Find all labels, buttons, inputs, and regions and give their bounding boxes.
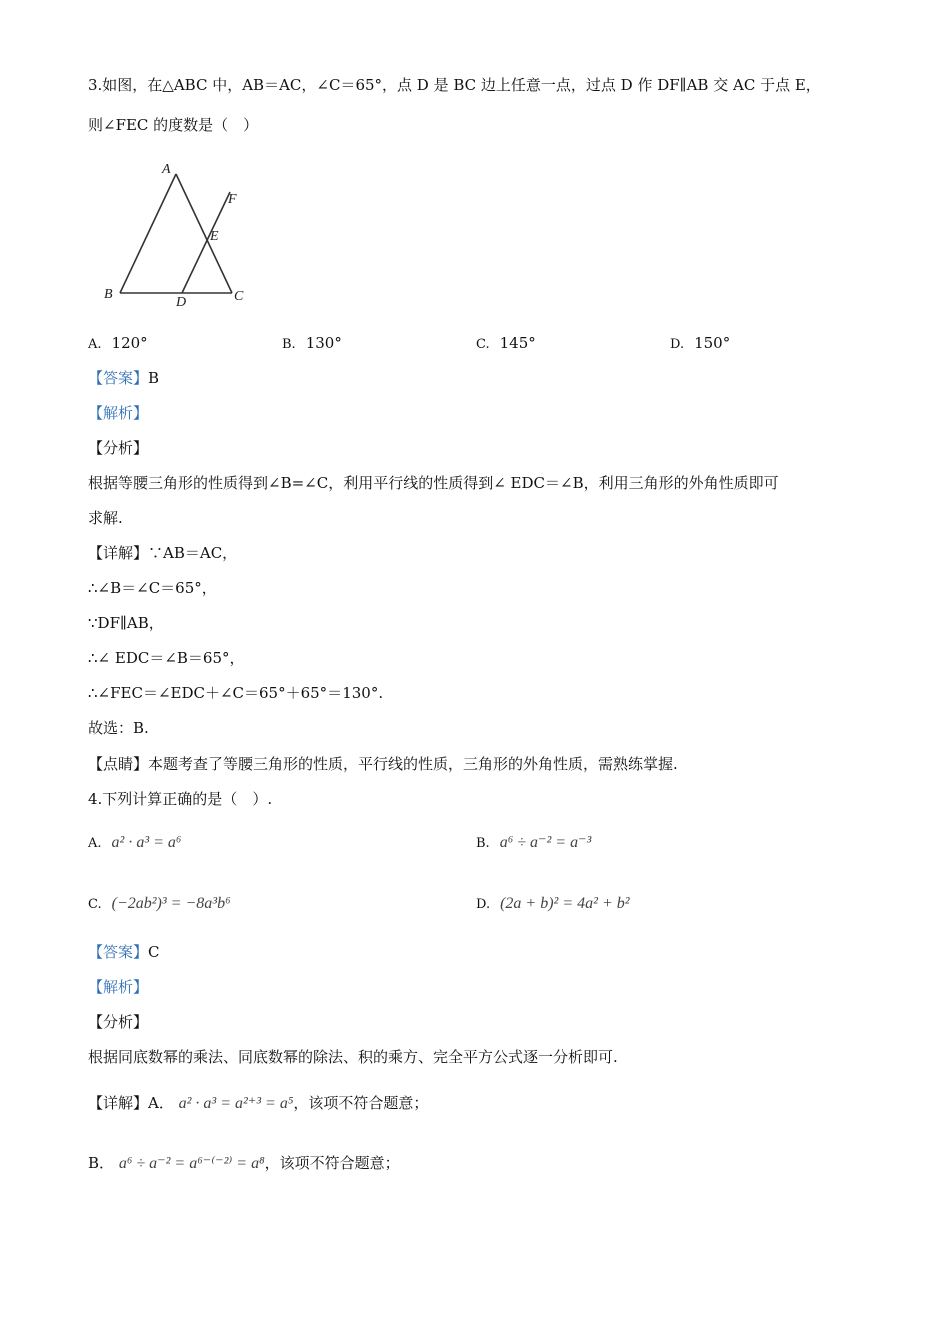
q4-detail-b: B． a⁶ ÷ a⁻² = a⁶⁻⁽⁻²⁾ = a⁸，该项不符合题意； [88, 1154, 400, 1172]
q3-detail-1: 【详解】∵AB＝AC， [88, 544, 238, 562]
label-c: C [234, 289, 244, 304]
q4-analysis: 根据同底数幂的乘法、同底数幂的除法、积的乘方、完全平方公式逐一分析即可. [88, 1048, 618, 1066]
q3-analysis-line1: 根据等腰三角形的性质得到∠B=∠C，利用平行线的性质得到∠ EDC＝∠B，利用三角形的外角性质即可 [88, 474, 779, 492]
q4-answer: 【答案】C [88, 943, 160, 961]
q3-jiexi: 【解析】 [88, 404, 149, 422]
q4-option-d: D. (2a + b)² = 4a² + b² [476, 895, 630, 912]
label-e: E [210, 229, 219, 244]
label-b: B [104, 287, 113, 302]
q3-option-d: D. 150° [670, 334, 731, 352]
triangle-figure [92, 156, 262, 316]
label-a: A [162, 162, 171, 177]
q3-analysis-tag: 【分析】 [88, 439, 149, 457]
q4-analysis-tag: 【分析】 [88, 1013, 149, 1031]
q3-detail-6: 故选：B. [88, 719, 149, 737]
q3-detail-2: ∴∠B＝∠C＝65°， [88, 579, 217, 597]
q4-option-b: B. a⁶ ÷ a⁻² = a⁻³ [476, 834, 592, 851]
side-ab [120, 174, 176, 293]
q3-answer: 【答案】B [88, 369, 160, 387]
q3-stem-line1: 3.如图，在△ABC 中，AB＝AC，∠C＝65°，点 D 是 BC 边上任意一点，过点 D 作 DF∥AB 交 AC 于点 E， [88, 76, 821, 94]
q3-analysis-line2: 求解. [88, 509, 123, 527]
label-d: D [176, 295, 187, 310]
segment-df [182, 192, 230, 293]
q3-stem-line2: 则∠FEC 的度数是（ ） [88, 116, 259, 134]
q3-option-c: C. 145° [476, 334, 536, 352]
q3-detail-3: ∵DF∥AB， [88, 614, 164, 632]
q4-jiexi: 【解析】 [88, 978, 149, 996]
q4-stem: 4.下列计算正确的是（ ）. [88, 790, 273, 808]
q3-option-a: A. 120° [88, 334, 148, 352]
q4-option-a: A. a² · a³ = a⁶ [88, 834, 182, 851]
q3-comment: 【点睛】本题考查了等腰三角形的性质，平行线的性质，三角形的外角性质，需熟练掌握. [88, 755, 678, 773]
q3-detail-5: ∴∠FEC＝∠EDC＋∠C＝65°＋65°＝130°. [88, 684, 384, 702]
side-ac [176, 174, 232, 293]
q3-detail-4: ∴∠ EDC＝∠B＝65°， [88, 649, 245, 667]
q3-option-b: B. 130° [282, 334, 342, 352]
q4-detail-a: 【详解】A． a² · a³ = a²⁺³ = a⁵，该项不符合题意； [88, 1094, 429, 1112]
label-f: F [228, 192, 237, 207]
q4-option-c: C. (−2ab²)³ = −8a³b⁶ [88, 895, 231, 912]
